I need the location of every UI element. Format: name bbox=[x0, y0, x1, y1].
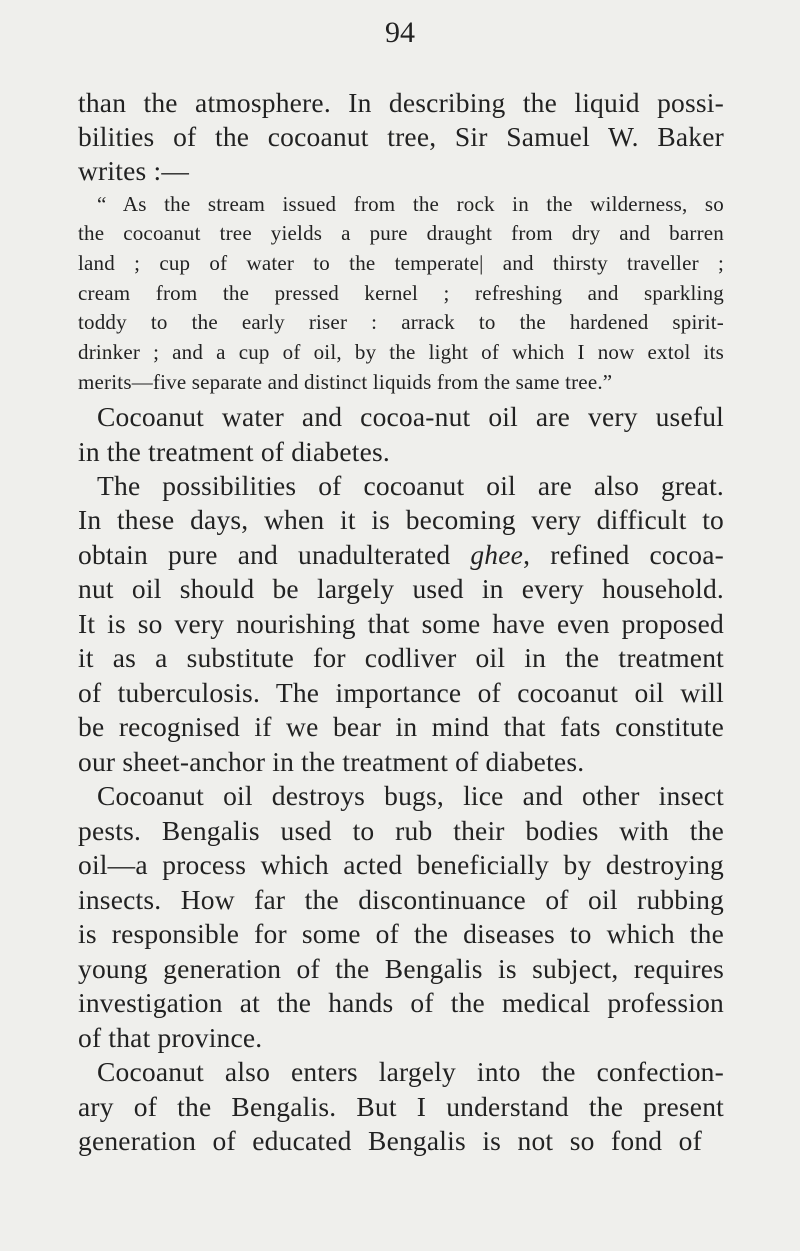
text-line bbox=[78, 539, 724, 571]
text-line: pests. Bengalis used to rub their bodies with the bbox=[78, 815, 724, 846]
text-line: It is so very nourishing that some have even proposed bbox=[78, 608, 724, 639]
quote-line: “ As the stream issued from the rock in the wilderness, so bbox=[97, 192, 724, 216]
text-line: than the atmosphere. In describing the liquid possi- bbox=[78, 87, 724, 118]
text-line: insects. How far the discontinuance of oil rubbing bbox=[78, 884, 724, 915]
text-line: oil—a process which acted beneficially by destroying bbox=[78, 849, 724, 880]
text-line: of that province. bbox=[78, 1022, 263, 1053]
text-line: is responsible for some of the diseases to which the bbox=[78, 918, 724, 949]
text-line: bilities of the cocoanut tree, Sir Samuel W. Baker bbox=[78, 121, 724, 152]
text-line: The possibilities of cocoanut oil are also great. bbox=[97, 470, 724, 501]
quote-line: toddy to the early riser : arrack to the hardened spirit- bbox=[78, 310, 724, 334]
quote-line: merits—five separate and distinct liquids from the same tree.” bbox=[78, 370, 613, 394]
text-line: be recognised if we bear in mind that fats constitute bbox=[78, 711, 724, 742]
text-line: generation of educated Bengalis is not so fond of bbox=[78, 1125, 702, 1156]
text-line: Cocoanut also enters largely into the confection- bbox=[97, 1056, 724, 1087]
text-line: Cocoanut water and cocoa-nut oil are very useful bbox=[97, 401, 724, 432]
quote-line: the cocoanut tree yields a pure draught from dry and barren bbox=[78, 221, 724, 245]
text-line: Cocoanut oil destroys bugs, lice and other insect bbox=[97, 780, 724, 811]
text-line: investigation at the hands of the medical profession bbox=[78, 987, 724, 1018]
page-number: 94 bbox=[385, 16, 415, 49]
text-line: our sheet-anchor in the treatment of diabetes. bbox=[78, 746, 585, 777]
text-line: young generation of the Bengalis is subject, requires bbox=[78, 953, 724, 984]
quote-line: land ; cup of water to the temperate| and thirsty traveller ; bbox=[78, 251, 724, 275]
quote-line: cream from the pressed kernel ; refreshing and sparkling bbox=[78, 281, 724, 305]
text-line: writes :— bbox=[78, 155, 190, 186]
text-line: nut oil should be largely used in every household. bbox=[78, 573, 724, 604]
text-line: ary of the Bengalis. But I understand the present bbox=[78, 1091, 724, 1122]
text-line: it as a substitute for codliver oil in the treatment bbox=[78, 642, 724, 673]
text-segment: , refined cocoa- bbox=[523, 539, 724, 570]
text-line: in the treatment of diabetes. bbox=[78, 436, 391, 467]
text-line: of tuberculosis. The importance of cocoanut oil will bbox=[78, 677, 724, 708]
text-segment: obtain pure and unadulterated bbox=[78, 539, 471, 570]
text-line: In these days, when it is becoming very difficult to bbox=[78, 504, 724, 535]
italic-word: ghee bbox=[470, 539, 524, 570]
quote-line: drinker ; and a cup of oil, by the light of which I now extol its bbox=[78, 340, 724, 364]
